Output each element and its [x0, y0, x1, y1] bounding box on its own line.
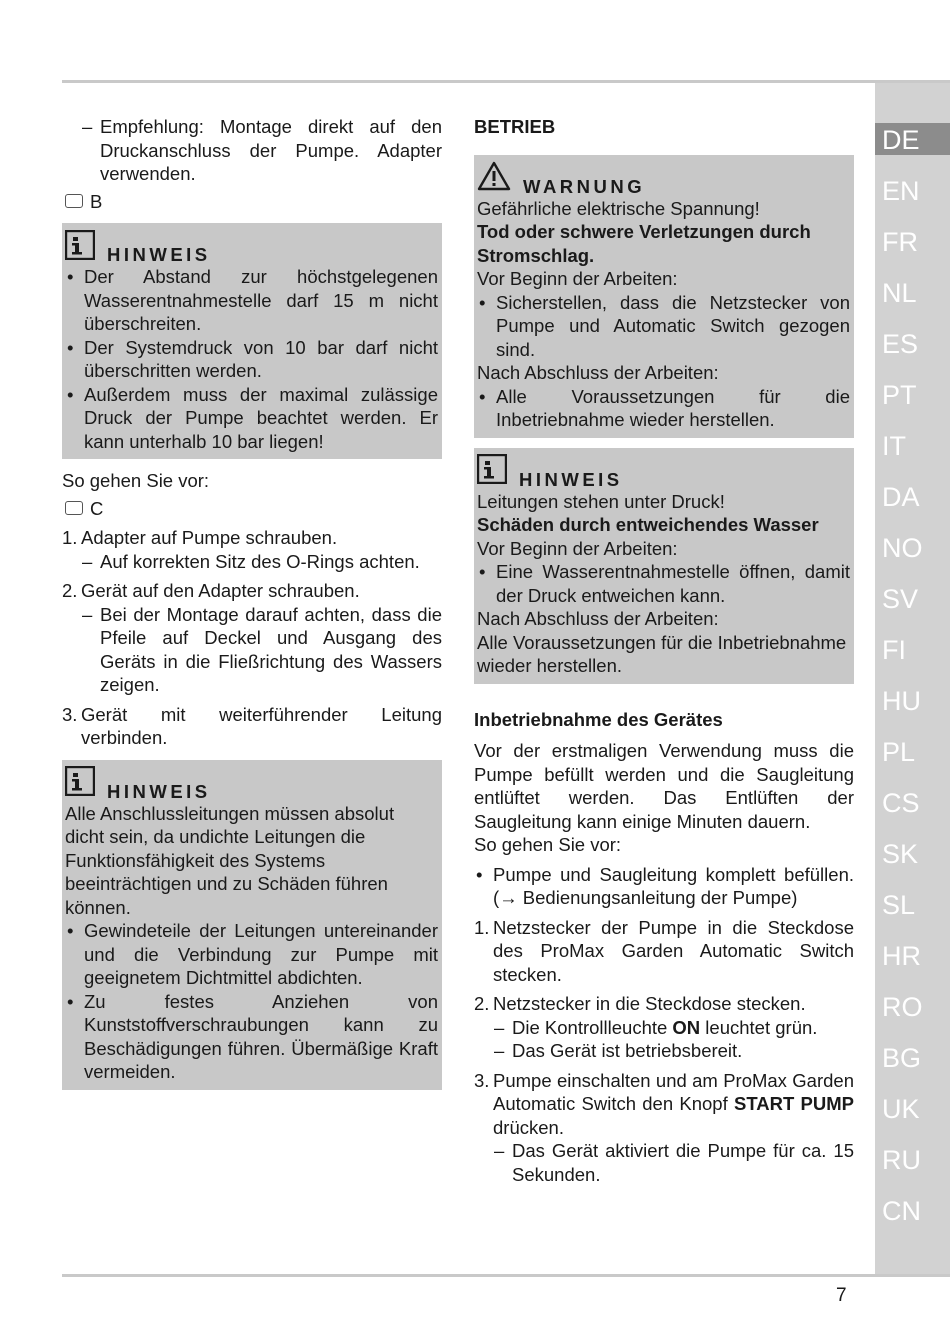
- section-heading-betrieb: BETRIEB: [474, 116, 556, 137]
- step-2-sub-1: – Die Kontrollleuchte ON leuchtet grün.: [494, 1016, 818, 1038]
- step-3-sub: – Das Gerät aktiviert die Pumpe für ca. 15 Sekunden.: [494, 1140, 854, 1185]
- figure-ref-c: C: [65, 497, 442, 521]
- step-2: 2. Netzstecker in die Steckdose stecken.: [474, 993, 806, 1014]
- hinweis-text: Alle Anschlussleitungen müssen absolut dicht sein, da undichte Leitungen die Funktionsfähigkeit des Systems beeinträchtigen und zu Schäden führen können.: [65, 802, 395, 918]
- inbetrieb-text: Vor der erstmaligen Verwendung muss die Pumpe befüllt werden und die Saugleitung entlüftet werden. Das Entlüften der Saugleitung kann einige Minuten dauern.: [474, 740, 854, 832]
- warnung-line: Gefährliche elektrische Spannung!: [477, 197, 760, 219]
- warnung-consequence: Tod oder schwere Verletzungen durch Stromschlag.: [477, 221, 811, 266]
- lang-tab-sv[interactable]: SV: [882, 584, 919, 614]
- hinweis-box-2: [62, 760, 442, 1090]
- step-3: 3. Pumpe einschalten und am ProMax Garden Automatic Switch den Knopf START PUMP drücken.: [474, 1069, 854, 1138]
- lang-tab-pl[interactable]: PL: [882, 737, 916, 767]
- list-item: • Alle Voraussetzungen für die Inbetriebnahme wieder herstellen.: [477, 385, 850, 432]
- list-item: • Sicherstellen, dass die Netzstecker von Pumpe und Automatic Switch gezogen sind.: [477, 291, 850, 362]
- before-label: Vor Beginn der Arbeiten:: [477, 537, 678, 559]
- before-label: Vor Beginn der Arbeiten:: [477, 268, 678, 289]
- left-column: [62, 115, 442, 1090]
- lang-tab-it[interactable]: IT: [882, 431, 906, 461]
- hinweis-label: HINWEIS: [107, 780, 211, 802]
- figure-icon: [65, 501, 83, 515]
- step-1-sub: – Auf korrekten Sitz des O-Rings achten.: [82, 550, 420, 572]
- page-number: 7: [836, 1285, 847, 1306]
- lang-tab-ru[interactable]: RU: [882, 1145, 921, 1175]
- hinweis-box-3: [474, 448, 854, 684]
- dash-item: – Empfehlung: Montage direkt auf den Druckanschluss der Pumpe. Adapter verwenden.: [82, 116, 442, 184]
- figure-icon: [65, 194, 83, 208]
- lang-tab-cn[interactable]: CN: [882, 1196, 921, 1226]
- lang-tab-uk[interactable]: UK: [882, 1094, 920, 1124]
- step-1: 1. Netzstecker der Pumpe in die Steckdose des ProMax Garden Automatic Switch stecken.: [474, 916, 854, 985]
- lang-tab-sl[interactable]: SL: [882, 890, 916, 920]
- after-label: Nach Abschluss der Arbeiten:: [477, 362, 719, 383]
- list-item: • Der Systemdruck von 10 bar darf nicht überschritten werden.: [65, 336, 438, 383]
- warnung-label: WARNUNG: [523, 175, 646, 197]
- hinweis-label: HINWEIS: [519, 468, 623, 490]
- right-column: [474, 115, 854, 1186]
- lang-tab-pt[interactable]: PT: [882, 380, 917, 410]
- language-sidebar: [875, 83, 950, 1274]
- lang-tab-hu[interactable]: HU: [882, 686, 921, 716]
- list-item: • Gewindeteile der Leitungen untereinander und die Verbindung zur Pumpe mit geeignetem Dichtmittel abdichten.: [65, 919, 438, 990]
- hinweis-consequence: Schäden durch entweichendes Wasser: [477, 514, 819, 535]
- bottom-rule: [62, 1274, 950, 1277]
- info-icon: [65, 766, 95, 802]
- lang-tab-no[interactable]: NO: [882, 533, 923, 563]
- lang-tab-ro[interactable]: RO: [882, 992, 923, 1022]
- after-text: Alle Voraussetzungen für die Inbetriebnahme wieder herstellen.: [477, 631, 847, 676]
- warning-icon: [477, 161, 511, 197]
- lang-tab-hr[interactable]: HR: [882, 941, 921, 971]
- hinweis-box-1: [62, 223, 442, 459]
- lang-tab-cs[interactable]: CS: [882, 788, 920, 818]
- figure-ref-b: B: [65, 190, 442, 214]
- after-label: Nach Abschluss der Arbeiten:: [477, 608, 719, 629]
- step-2: 2. Gerät auf den Adapter schrauben.: [62, 580, 360, 601]
- info-icon: [477, 454, 507, 490]
- lang-tab-fr[interactable]: FR: [882, 227, 918, 257]
- lang-tab-de[interactable]: DE: [875, 123, 950, 155]
- lang-tab-es[interactable]: ES: [882, 329, 919, 359]
- list-item: • Der Abstand zur höchstgelegenen Wasserentnahmestelle darf 15 m nicht überschreiten.: [65, 265, 438, 336]
- step-3: 3. Gerät mit weiterführender Leitung verbinden.: [62, 703, 442, 748]
- list-item: • Pumpe und Saugleitung komplett befüllen. (→ Bedienungsanleitung der Pumpe): [474, 863, 854, 910]
- hinweis-label: HINWEIS: [107, 244, 211, 265]
- warnung-box: [474, 155, 854, 438]
- info-icon: [65, 230, 95, 266]
- hinweis-line: Leitungen stehen unter Druck!: [477, 490, 725, 512]
- lang-tab-fi[interactable]: FI: [882, 635, 906, 665]
- list-item: • Zu festes Anziehen von Kunststoffverschraubungen kann zu Beschädigungen führen. Übermäßige Kraft vermeiden.: [65, 990, 438, 1084]
- section-heading-inbetriebnahme: Inbetriebnahme des Gerätes: [474, 708, 723, 730]
- so-gehen-text: So gehen Sie vor:: [474, 834, 622, 855]
- step-2-sub-2: – Das Gerät ist betriebsbereit.: [494, 1040, 743, 1061]
- lang-tab-en[interactable]: EN: [882, 176, 920, 206]
- lang-tab-nl[interactable]: NL: [882, 278, 917, 308]
- step-1: 1. Adapter auf Pumpe schrauben.: [62, 527, 338, 548]
- list-item: • Außerdem muss der maximal zulässige Druck der Pumpe beachtet werden. Er kann unterhalb 10 bar liegen!: [65, 383, 438, 454]
- lang-tab-sk[interactable]: SK: [882, 839, 919, 869]
- lang-tab-bg[interactable]: BG: [882, 1043, 922, 1073]
- step-2-sub: – Bei der Montage darauf achten, dass die Pfeile auf Deckel und Ausgang des Geräts in die Fließrichtung des Wassers zeigen.: [82, 603, 442, 695]
- lang-tab-da[interactable]: DA: [882, 482, 920, 512]
- list-item: • Eine Wasserentnahmestelle öffnen, damit der Druck entweichen kann.: [477, 560, 850, 607]
- so-gehen-text: So gehen Sie vor:: [62, 470, 210, 491]
- top-rule: [62, 80, 950, 83]
